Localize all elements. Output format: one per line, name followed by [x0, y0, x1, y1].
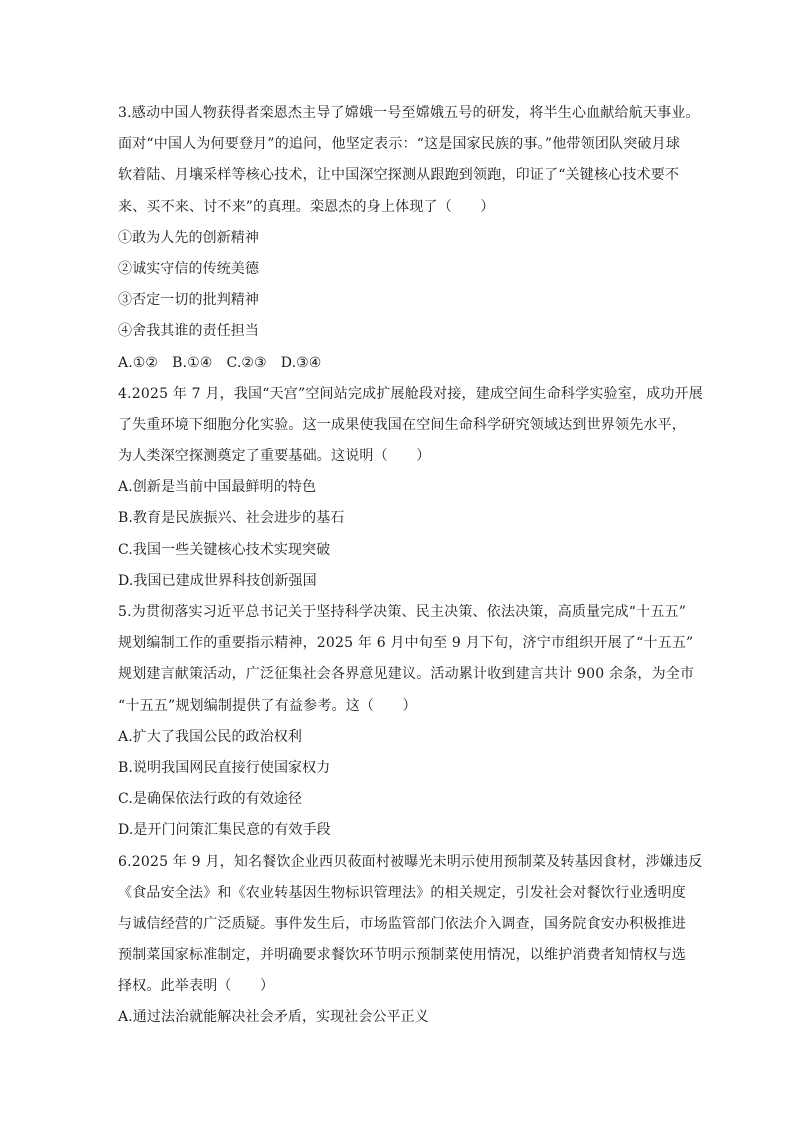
question-4-option-c: C.我国一些关键核心技术实现突破 [118, 541, 331, 558]
question-3 [118, 98, 698, 379]
question-4-stem-line-2: 了失重环境下细胞分化实验。这一成果使我国在空间生命科学研究领域达到世界领先水平， [118, 416, 686, 433]
question-3-statement-4: ④舍我其谁的责任担当 [118, 323, 259, 340]
question-4-stem-line-3: 为人类深空探测奠定了重要基础。这说明（ ） [118, 448, 431, 465]
question-3-stem-line-4: 来、买不来、讨不来”的真理。栾恩杰的身上体现了（ ） [118, 198, 495, 215]
question-6 [118, 847, 703, 1034]
question-5 [118, 597, 698, 847]
question-3-answer-options: A.①② B.①④ C.②③ D.③④ [118, 354, 322, 371]
question-4-stem-line-1: 4.2025 年 7 月，我国“天宫”空间站完成扩展舱段对接，建成空间生命科学实验室，成功开展 [118, 385, 703, 402]
question-5-option-d: D.是开门问策汇集民意的有效手段 [118, 822, 331, 839]
question-5-option-b: B.说明我国网民直接行使国家权力 [118, 759, 331, 776]
question-3-statement-3: ③否定一切的批判精神 [118, 292, 259, 309]
question-5-stem-line-4: “十五五”规划编制提供了有益参考。这（ ） [118, 697, 417, 714]
question-6-stem-line-4: 预制菜国家标准制定，并明确要求餐饮环节明示预制菜使用情况，以维护消费者知情权与选 [118, 947, 686, 964]
question-3-stem-line-2: 面对“中国人为何要登月”的追问，他坚定表示：“这是国家民族的事。”他带领团队突破月球 [118, 136, 681, 153]
question-3-stem-line-3: 软着陆、月壤采样等核心技术，让中国深空探测从跟跑到领跑，印证了“关键核心技术要不 [118, 167, 680, 184]
question-3-statement-1: ①敢为人先的创新精神 [118, 229, 259, 246]
question-4-option-b: B.教育是民族振兴、社会进步的基石 [118, 510, 345, 527]
question-5-option-a: A.扩大了我国公民的政治权利 [118, 728, 302, 745]
document-page [118, 98, 703, 1034]
question-5-stem-line-2: 规划编制工作的重要指示精神，2025 年 6 月中旬至 9 月下旬，济宁市组织开展了“十五五” [118, 635, 694, 652]
question-3-stem-line-1: 3.感动中国人物获得者栾恩杰主导了嫦娥一号至嫦娥五号的研发，将半生心血献给航天事业。 [118, 105, 700, 121]
question-6-option-a: A.通过法治就能解决社会矛盾，实现社会公平正义 [118, 1009, 429, 1026]
question-3-statement-2: ②诚实守信的传统美德 [118, 260, 259, 277]
question-5-stem-line-1: 5.为贯彻落实习近平总书记关于坚持科学决策、民主决策、依法决策，高质量完成“十五五” [118, 604, 687, 620]
question-4-option-d: D.我国已建成世界科技创新强国 [118, 572, 317, 589]
question-4-option-a: A.创新是当前中国最鲜明的特色 [118, 479, 317, 496]
question-5-stem-line-3: 规划建言献策活动，广泛征集社会各界意见建议。活动累计收到建言共计 900 余条，为全市 [118, 666, 695, 683]
question-6-stem-line-1: 6.2025 年 9 月，知名餐饮企业西贝莜面村被曝光未明示使用预制菜及转基因食材，涉嫌违反 [118, 853, 703, 870]
question-4 [118, 379, 703, 597]
question-5-option-c: C.是确保依法行政的有效途径 [118, 791, 303, 808]
question-6-stem-line-5: 择权。此举表明（ ） [118, 978, 275, 995]
question-6-stem-line-3: 与诚信经营的广泛质疑。事件发生后，市场监管部门依法介入调查，国务院食安办积极推进 [118, 915, 686, 932]
question-6-stem-line-2: 《食品安全法》和《农业转基因生物标识管理法》的相关规定，引发社会对餐饮行业透明度 [118, 884, 686, 901]
